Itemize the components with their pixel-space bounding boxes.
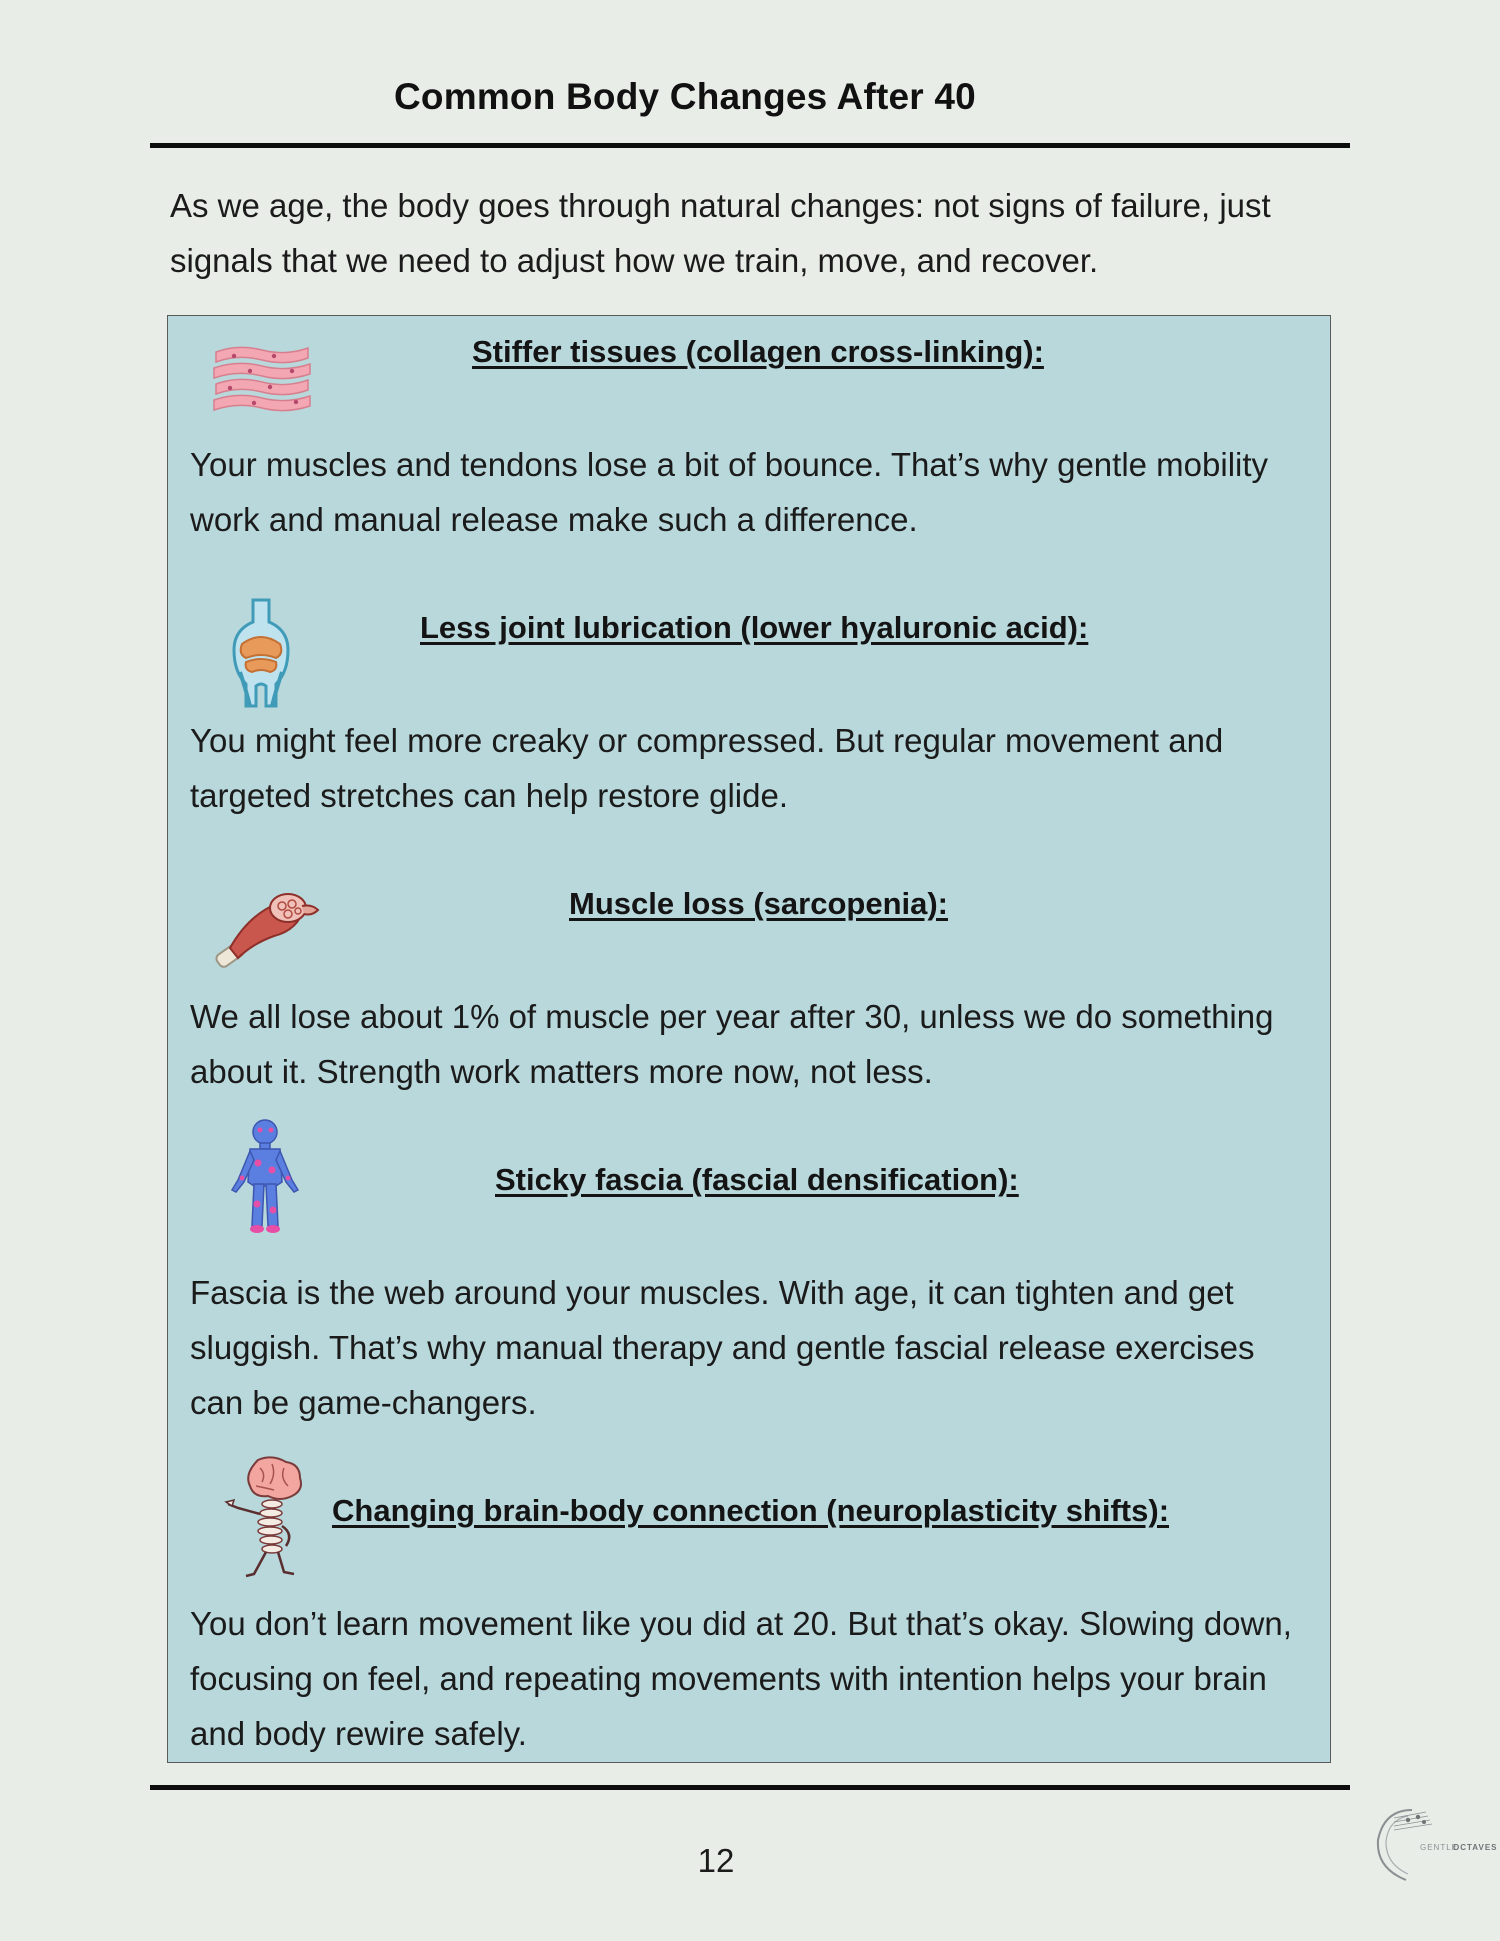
body-fascia-figure-icon [228,1118,302,1234]
logo-text-light: GENTLE [1420,1843,1459,1852]
intro-paragraph: As we age, the body goes through natural changes: not signs of failure, just signals that we need to adjust how we train, move, and recover. [170,187,1271,279]
section-body: You don’t learn movement like you did at 20. But that’s okay. Slowing down, focusing on feel, and repeating movements with intention helps your brain and body rewire safely. [190,1605,1292,1752]
section-body: You might feel more creaky or compressed. But regular movement and targeted stretches can help restore glide. [190,722,1224,814]
section-heading: Changing brain-body connection (neuroplasticity shifts): [332,1493,1170,1528]
section-body: Fascia is the web around your muscles. With age, it can tighten and get sluggish. That’s why manual therapy and gentle fascial release exercises can be game-changers. [190,1274,1255,1421]
body-changes-panel [167,315,1331,1763]
section-heading: Less joint lubrication (lower hyaluronic acid): [420,610,1089,645]
muscle-fiber-icon [214,342,310,416]
page-title: Common Body Changes After 40 [394,76,976,117]
section-heading: Sticky fascia (fascial densification): [495,1162,1019,1197]
muscle-cross-section-icon [208,886,320,972]
bottom-divider [150,1785,1350,1790]
section-heading: Muscle loss (sarcopenia): [569,886,949,921]
page-number: 12 [697,1842,735,1879]
top-divider [150,143,1350,148]
section-body: Your muscles and tendons lose a bit of bounce. That’s why gentle mobility work and manual release make such a difference. [190,446,1269,538]
section-body: We all lose about 1% of muscle per year after 30, unless we do something about it. Strength work matters more now, not less. [190,998,1274,1090]
knee-joint-icon [226,600,296,706]
gentle-octaves-logo [1350,1800,1498,1890]
logo-text-bold: OCTAVES [1453,1843,1498,1852]
brain-spine-character-icon [224,1456,314,1580]
section-heading: Stiffer tissues (collagen cross-linking): [472,334,1044,369]
